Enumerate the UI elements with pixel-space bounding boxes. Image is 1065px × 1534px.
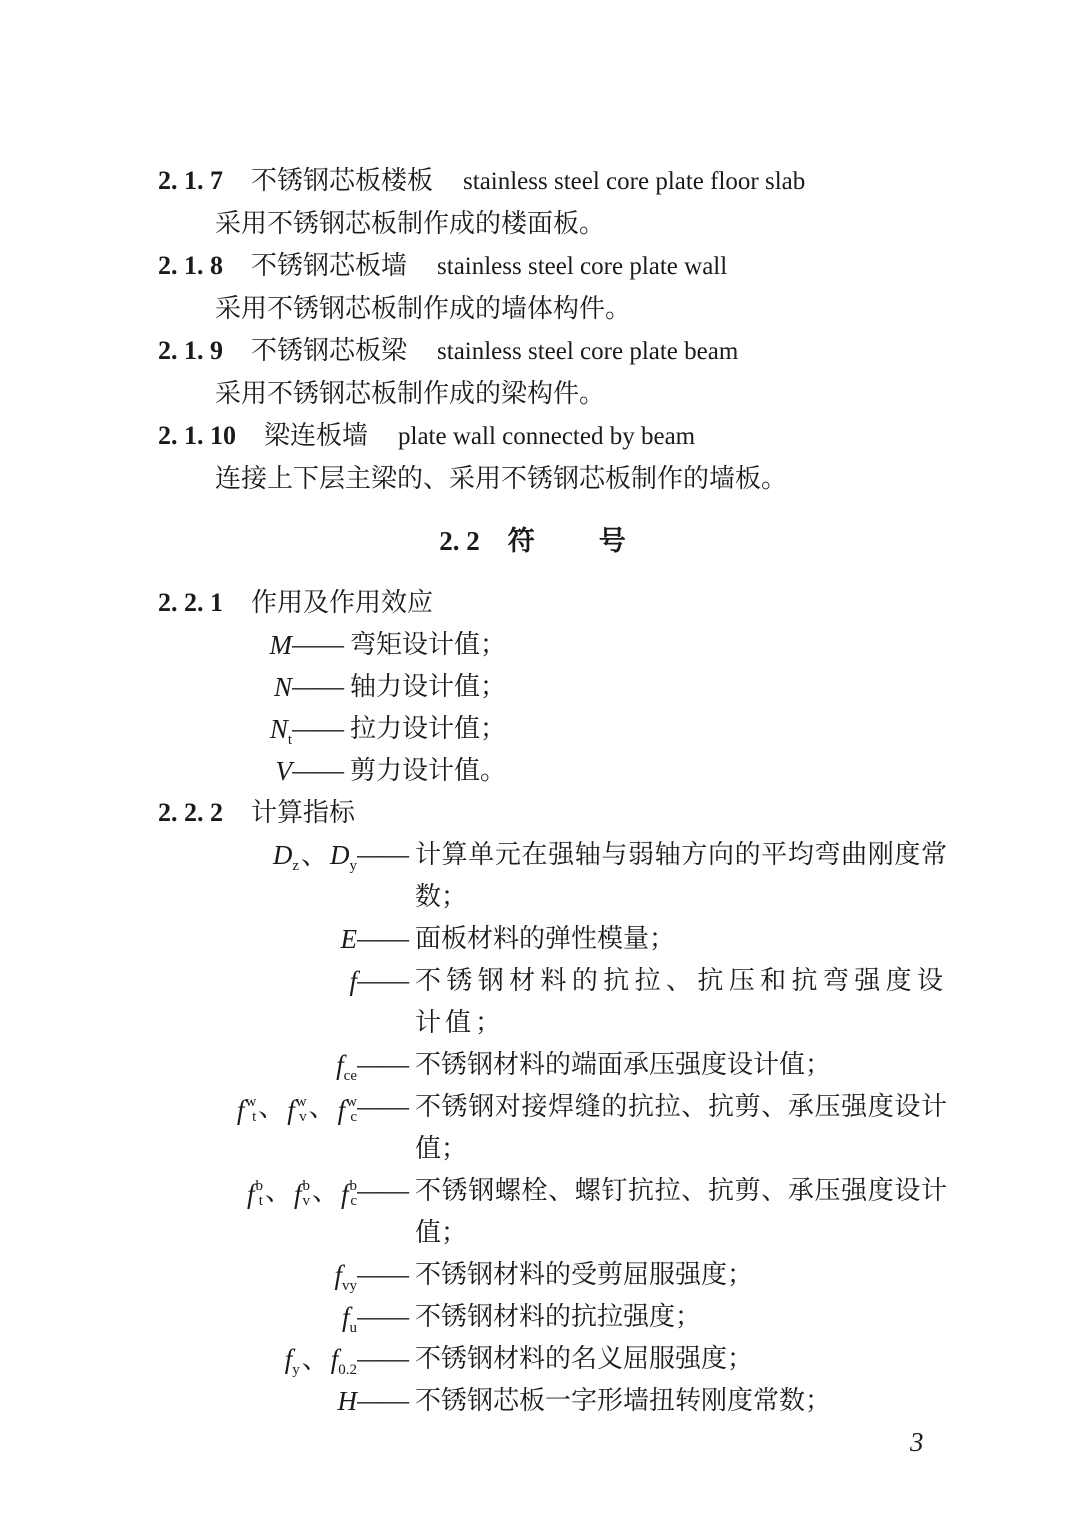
subsection-2-2-2 xyxy=(158,792,958,834)
term-zh: 梁连板墙 xyxy=(264,421,369,450)
clause-number: 2. 1. 7 xyxy=(158,166,223,195)
dash: —— xyxy=(292,672,344,701)
dash: —— xyxy=(357,1386,409,1415)
symbol-definition xyxy=(158,1044,958,1086)
section-heading xyxy=(158,520,907,562)
symbol: f b t 、 f b v 、 f b c xyxy=(246,1176,357,1209)
term-en: stainless steel core plate beam xyxy=(437,338,739,365)
symbol: $f_y$、$f_{0.2}$ xyxy=(284,1344,357,1378)
symbol-definition xyxy=(158,918,958,960)
symbol-meaning: 不锈钢芯板一字形墙扭转刚度常数； xyxy=(415,1386,832,1415)
term-en: plate wall connected by beam xyxy=(398,423,696,450)
symbol-meaning: 计算单元在强轴与弱轴方向的平均弯曲刚度常数； xyxy=(415,840,947,911)
symbol-definition xyxy=(158,750,958,792)
symbol-meaning: 面板材料的弹性模量； xyxy=(415,924,676,953)
subsection-2-2-1 xyxy=(158,582,958,624)
symbol-meaning: 不锈钢材料的名义屈服强度； xyxy=(415,1344,754,1373)
dash: —— xyxy=(357,924,409,953)
term-zh: 不锈钢芯板墙 xyxy=(251,251,408,280)
symbol-meaning: 弯矩设计值； xyxy=(350,630,507,659)
symbol-meaning: 不锈钢材料的抗拉、抗压和抗弯强度设计值； xyxy=(415,966,947,1037)
term-zh: 不锈钢芯板梁 xyxy=(251,336,408,365)
dash: —— xyxy=(357,1302,409,1331)
symbol-definition xyxy=(158,1086,958,1170)
section-title-part: 符 xyxy=(507,526,535,556)
term-definition: 采用不锈钢芯板制作成的楼面板。 xyxy=(215,209,606,238)
dash: —— xyxy=(357,1260,409,1289)
subsection-title: 作用及作用效应 xyxy=(251,588,434,617)
term-definition: 连接上下层主梁的、采用不锈钢芯板制作的墙板。 xyxy=(215,464,788,493)
dash: —— xyxy=(357,1092,409,1121)
section-title-part: 号 xyxy=(598,526,626,556)
clause-number: 2. 1. 10 xyxy=(158,421,236,450)
symbol: M xyxy=(269,630,292,660)
symbol: H xyxy=(337,1386,357,1416)
symbol: f w t 、 f w v 、 f w c xyxy=(236,1092,357,1125)
symbol: E xyxy=(340,924,357,954)
symbol-meaning: 不锈钢材料的端面承压强度设计值； xyxy=(415,1050,832,1079)
clause-number: 2. 2. 2 xyxy=(158,798,223,827)
symbol-meaning: 剪力设计值。 xyxy=(350,756,507,785)
symbol: $f_u$ xyxy=(341,1302,357,1336)
symbol-definition xyxy=(158,1380,958,1422)
symbol-definition xyxy=(158,1338,958,1380)
symbol-definition xyxy=(158,1170,958,1254)
dash: —— xyxy=(357,1344,409,1373)
symbol-meaning: 轴力设计值； xyxy=(350,672,507,701)
dash: —— xyxy=(357,840,409,869)
term-2-1-8 xyxy=(158,245,958,330)
dash: —— xyxy=(357,1176,409,1205)
symbol-meaning: 不锈钢材料的受剪屈服强度； xyxy=(415,1260,754,1289)
symbol: V xyxy=(275,756,292,786)
symbol: $f_{ce}$ xyxy=(336,1050,357,1084)
dash: —— xyxy=(292,756,344,785)
symbol: N xyxy=(273,672,292,702)
clause-number: 2. 1. 8 xyxy=(158,251,223,280)
symbol-meaning: 拉力设计值； xyxy=(350,714,507,743)
term-zh: 不锈钢芯板楼板 xyxy=(251,166,434,195)
term-2-1-7 xyxy=(158,160,958,245)
dash: —— xyxy=(292,630,344,659)
symbol: $N_t$ xyxy=(269,714,292,748)
term-2-1-9 xyxy=(158,330,958,415)
dash: —— xyxy=(357,1050,409,1079)
symbol: $D_z$、$D_y$ xyxy=(272,840,357,874)
symbol-definition xyxy=(158,708,958,750)
page-number: 3 xyxy=(910,1427,924,1457)
symbol-meaning: 不锈钢螺栓、螺钉抗拉、抗剪、承压强度设计值； xyxy=(415,1176,947,1247)
symbol-meaning: 不锈钢对接焊缝的抗拉、抗剪、承压强度设计值； xyxy=(415,1092,947,1163)
clause-number: 2. 1. 9 xyxy=(158,336,223,365)
subsection-title: 计算指标 xyxy=(251,798,356,827)
symbol: f xyxy=(349,966,357,996)
section-number: 2. 2 xyxy=(439,526,480,556)
term-en: stainless steel core plate floor slab xyxy=(463,168,806,195)
term-en: stainless steel core plate wall xyxy=(437,253,728,280)
term-definition: 采用不锈钢芯板制作成的梁构件。 xyxy=(215,379,606,408)
symbol-definition xyxy=(158,960,958,1044)
term-definition: 采用不锈钢芯板制作成的墙体构件。 xyxy=(215,294,632,323)
symbol-definition xyxy=(158,624,958,666)
symbol: $f_{vy}$ xyxy=(334,1260,357,1294)
symbol-definition xyxy=(158,834,958,918)
page-content xyxy=(158,160,958,1422)
symbol-meaning: 不锈钢材料的抗拉强度； xyxy=(415,1302,702,1331)
dash: —— xyxy=(357,966,409,995)
symbol-definition xyxy=(158,666,958,708)
symbol-definition xyxy=(158,1254,958,1296)
term-2-1-10 xyxy=(158,415,958,500)
dash: —— xyxy=(292,714,344,743)
symbol-definition xyxy=(158,1296,958,1338)
clause-number: 2. 2. 1 xyxy=(158,588,223,617)
